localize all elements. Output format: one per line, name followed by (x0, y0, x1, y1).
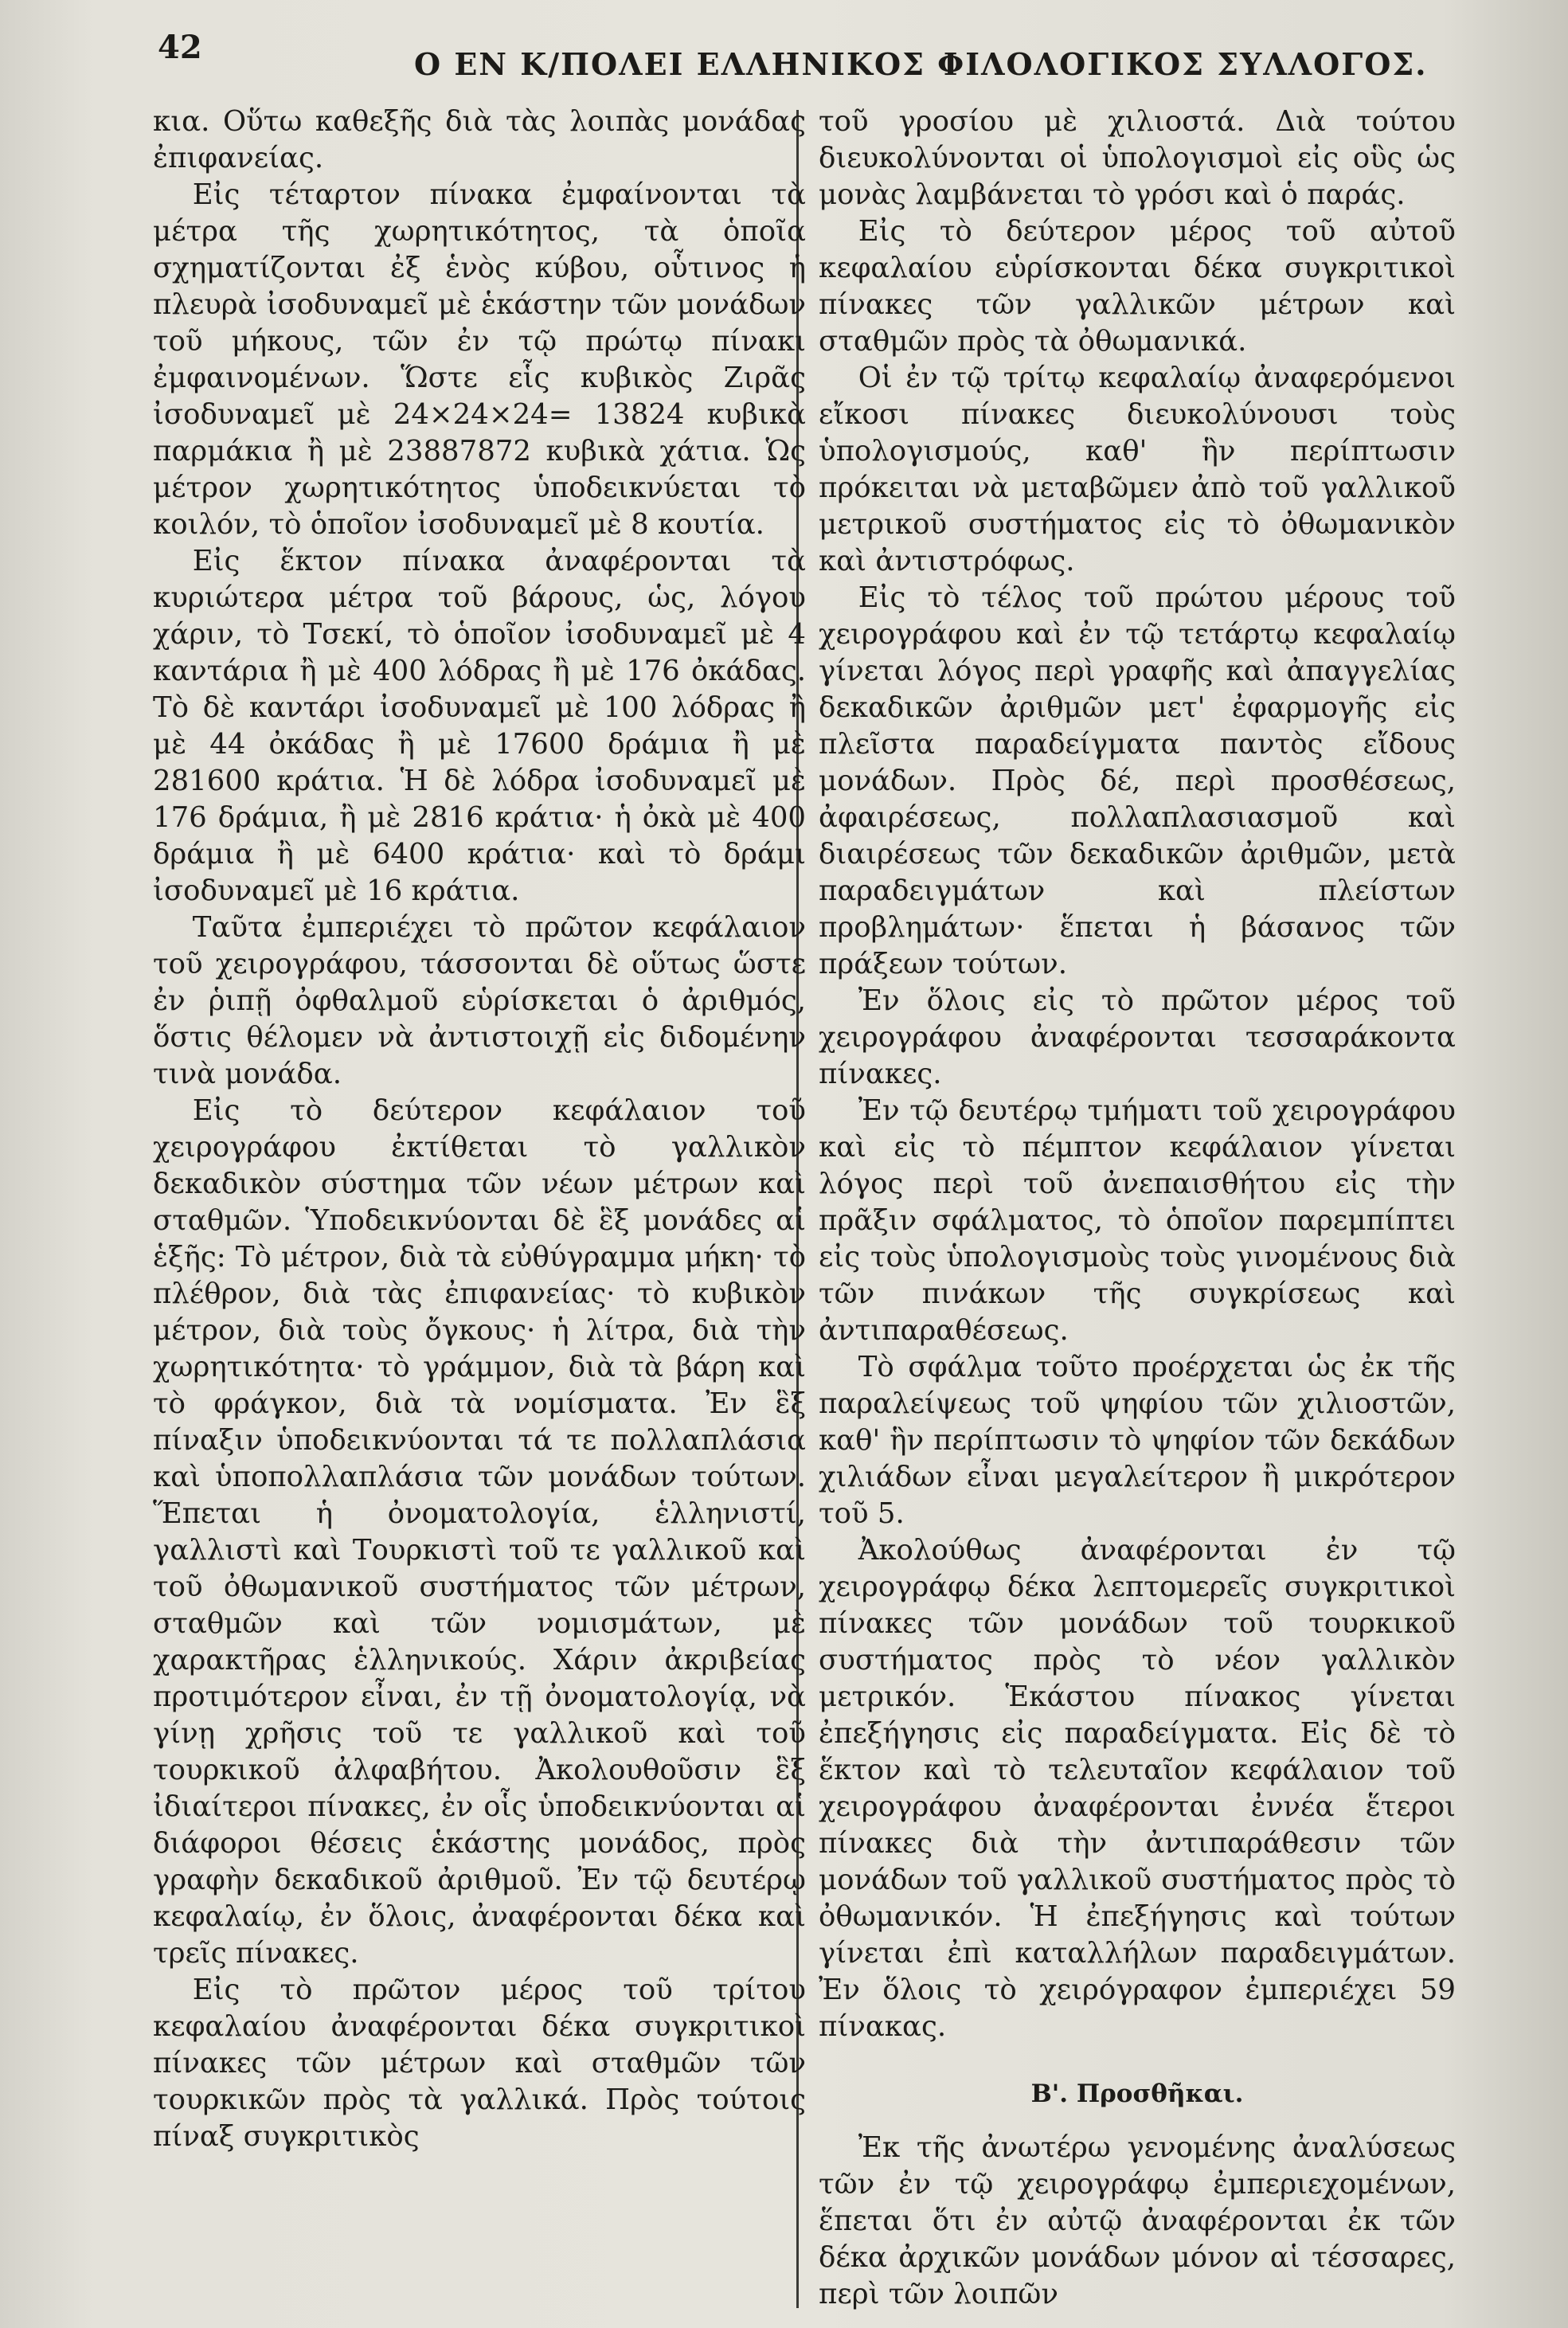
right-column (819, 104, 1456, 2313)
running-title: Ο ΕΝ Κ/ΠΟΛΕΙ ΕΛΛΗΝΙΚΟΣ ΦΙΛΟΛΟΓΙΚΟΣ ΣΥΛΛΟΓΟΣ. (414, 46, 1428, 82)
paragraph: Εἰς τέταρτον πίνακα ἐμφαίνονται τὰ μέτρα τῆς χωρητικότητος, τὰ ὁποῖα σχηματίζονται ἐξ ἑνὸς κύβου, οὗτινος ἡ πλευρὰ ἰσοδυναμεῖ μὲ ἑκάστην τῶν μονάδων τοῦ μήκους, τῶν ἐν τῷ πρώτῳ πίνακι ἐμφαινομένων. Ὥστε εἷς κυβικὸς Ζιρᾶς ἰσοδυναμεῖ μὲ 24×24×24= 13824 κυβικὰ παρμάκια ἢ μὲ 23887872 κυβικὰ χάτια. Ὡς μέτρον χωρητικότητος ὑποδεικνύεται τὸ κοιλόν, τὸ ὁποῖον ἰσοδυναμεῖ μὲ 8 κουτία. (153, 178, 806, 541)
paragraph: Εἰς τὸ τέλος τοῦ πρώτου μέρους τοῦ χειρογράφου καὶ ἐν τῷ τετάρτῳ κεφαλαίῳ γίνεται λόγος περὶ γραφῆς καὶ ἀπαγγελίας δεκαδικῶν ἀριθμῶν μετ' ἐφαρμογῆς εἰς πλεῖστα παραδείγματα παντὸς εἴδους μονάδων. Πρὸς δέ, περὶ προσθέσεως, ἀφαιρέσεως, πολλαπλασιασμοῦ καὶ διαιρέσεως τῶν δεκαδικῶν ἀριθμῶν, μετὰ παραδειγμάτων καὶ πλείστων προβλημάτων· ἕπεται ἡ βάσανος τῶν πράξεων τούτων. (819, 581, 1456, 980)
section-heading: Β'. Προσθῆκαι. (1030, 2080, 1244, 2108)
paragraph: Εἰς τὸ δεύτερον μέρος τοῦ αὐτοῦ κεφαλαίου εὑρίσκονται δέκα συγκριτικοὶ πίνακες τῶν γαλλικῶν μέτρων καὶ σταθμῶν πρὸς τὰ ὀθωμανικά. (819, 215, 1456, 358)
paragraph: Ἀκολούθως ἀναφέρονται ἐν τῷ χειρογράφῳ δέκα λεπτομερεῖς συγκριτικοὶ πίνακες τῶν μονάδων τοῦ τουρκικοῦ συστήματος πρὸς τὸ νέον γαλλικὸν μετρικόν. Ἑκάστου πίνακος γίνεται ἐπεξήγησις εἰς παραδείγματα. Εἰς δὲ τὸ ἕκτον καὶ τὸ τελευταῖον κεφάλαιον τοῦ χειρογράφου ἀναφέρονται ἐννέα ἕτεροι πίνακες διὰ τὴν ἀντιπαράθεσιν τῶν μονάδων τοῦ γαλλικοῦ συστήματος πρὸς τὸ ὀθωμανικόν. Ἡ ἐπεξήγησις καὶ τούτων γίνεται ἐπὶ καταλλήλων παραδειγμάτων. Ἐν ὅλοις τὸ χειρόγραφον ἐμπεριέχει 59 πίνακας. (819, 1534, 1456, 2043)
paragraph: Εἰς τὸ δεύτερον κεφάλαιον τοῦ χειρογράφου ἐκτίθεται τὸ γαλλικὸν δεκαδικὸν σύστημα τῶν νέων μέτρων καὶ σταθμῶν. Ὑποδεικνύονται δὲ ἓξ μονάδες αἱ ἑξῆς: Τὸ μέτρον, διὰ τὰ εὐθύγραμμα μήκη· τὸ πλέθρον, διὰ τὰς ἐπιφανείας· τὸ κυβικὸν μέτρον, διὰ τοὺς ὄγκους· ἡ λίτρα, διὰ τὴν χωρητικότητα· τὸ γράμμον, διὰ τὰ βάρη καὶ τὸ φράγκον, διὰ τὰ νομίσματα. Ἐν ἓξ πίναξιν ὑποδεικνύονται τά τε πολλαπλάσια καὶ ὑποπολλαπλάσια τῶν μονάδων τούτων. Ἕπεται ἡ ὀνοματολογία, ἑλληνιστί, γαλλιστὶ καὶ Τουρκιστὶ τοῦ τε γαλλικοῦ καὶ τοῦ ὀθωμανικοῦ συστήματος τῶν μέτρων, σταθμῶν καὶ τῶν νομισμάτων, μὲ χαρακτῆρας ἑλληνικούς. Χάριν ἀκριβείας προτιμότερον εἶναι, ἐν τῇ ὀνοματολογίᾳ, νὰ γίνῃ χρῆσις τοῦ τε γαλλικοῦ καὶ τοῦ τουρκικοῦ ἀλφαβήτου. Ἀκολουθοῦσιν ἓξ ἰδιαίτεροι πίνακες, ἐν οἷς ὑποδεικνύονται αἱ διάφοροι θέσεις ἑκάστης μονάδος, πρὸς γραφὴν δεκαδικοῦ ἀριθμοῦ. Ἐν τῷ δευτέρῳ κεφαλαίῳ, ἐν ὅλοις, ἀναφέρονται δέκα καὶ τρεῖς πίνακες. (153, 1094, 806, 1970)
paragraph: Εἰς τὸ πρῶτον μέρος τοῦ τρίτου κεφαλαίου ἀναφέρονται δέκα συγκριτικοὶ πίνακες τῶν μέτρων καὶ σταθμῶν τῶν τουρκικῶν πρὸς τὰ γαλλικά. Πρὸς τούτοις πίναξ συγκριτικὸς (153, 1974, 806, 2153)
paragraph: Ταῦτα ἐμπεριέχει τὸ πρῶτον κεφάλαιον τοῦ χειρογράφου, τάσσονται δὲ οὕτως ὥστε ἐν ῥιπῇ ὀφθαλμοῦ εὑρίσκεται ὁ ἀριθμός, ὅστις θέλομεν νὰ ἀντιστοιχῇ εἰς διδομένην τινὰ μονάδα. (153, 911, 806, 1090)
paragraph: Ἐν ὅλοις εἰς τὸ πρῶτον μέρος τοῦ χειρογράφου ἀναφέρονται τεσσαράκοντα πίνακες. (819, 984, 1456, 1090)
paragraph: Ἐν τῷ δευτέρῳ τμήματι τοῦ χειρογράφου καὶ εἰς τὸ πέμπτον κεφάλαιον γίνεται λόγος περὶ τοῦ ἀνεπαισθήτου εἰς τὴν πρᾶξιν σφάλματος, τὸ ὁποῖον παρεμπίπτει εἰς τοὺς ὑπολογισμοὺς τοὺς γινομένους διὰ τῶν πινάκων τῆς συγκρίσεως καὶ ἀντιπαραθέσεως. (819, 1094, 1456, 1347)
paragraph: Εἰς ἕκτον πίνακα ἀναφέρονται τὰ κυριώτερα μέτρα τοῦ βάρους, ὡς, λόγου χάριν, τὸ Τσεκί, τὸ ὁποῖον ἰσοδυναμεῖ μὲ 4 καντάρια ἢ μὲ 400 λόδρας ἢ μὲ 176 ὀκάδας. Τὸ δὲ καντάρι ἰσοδυναμεῖ μὲ 100 λόδρας ἢ μὲ 44 ὀκάδας ἢ μὲ 17600 δράμια ἢ μὲ 281600 κράτια. Ἡ δὲ λόδρα ἰσοδυναμεῖ μὲ 176 δράμια, ἢ μὲ 2816 κράτια· ἡ ὀκὰ μὲ 400 δράμια ἢ μὲ 6400 κράτια· καὶ τὸ δράμι ἰσοδυναμεῖ μὲ 16 κράτια. (153, 545, 806, 907)
paragraph: κια. Οὕτω καθεξῆς διὰ τὰς λοιπὰς μονάδας ἐπιφανείας. (153, 105, 806, 174)
paragraph: τοῦ γροσίου μὲ χιλιοστά. Διὰ τούτου διευκολύνονται οἱ ὑπολογισμοὶ εἰς οὓς ὡς μονὰς λαμβάνεται τὸ γρόσι καὶ ὁ παράς. (819, 105, 1456, 211)
page-number: 42 (158, 29, 202, 66)
paragraph: Τὸ σφάλμα τοῦτο προέρχεται ὡς ἐκ τῆς παραλείψεως τοῦ ψηφίου τῶν χιλιοστῶν, καθ' ἣν περίπτωσιν τὸ ψηφίον τῶν δεκάδων χιλιάδων εἶναι μεγαλείτερον ἢ μικρότερον τοῦ 5. (819, 1351, 1456, 1530)
paragraph: Ἐκ τῆς ἀνωτέρω γενομένης ἀναλύσεως τῶν ἐν τῷ χειρογράφῳ ἐμπεριεχομένων, ἕπεται ὅτι ἐν αὐτῷ ἀναφέρονται ἐκ τῶν δέκα ἀρχικῶν μονάδων μόνον αἱ τέσσαρες, περὶ τῶν λοιπῶν (819, 2131, 1456, 2310)
paragraph: Οἱ ἐν τῷ τρίτῳ κεφαλαίῳ ἀναφερόμενοι εἴκοσι πίνακες διευκολύνουσι τοὺς ὑπολογισμούς, καθ' ἣν περίπτωσιν πρόκειται νὰ μεταβῶμεν ἀπὸ τοῦ γαλλικοῦ μετρικοῦ συστήματος εἰς τὸ ὀθωμανικὸν καὶ ἀντιστρόφως. (819, 362, 1456, 577)
left-column (153, 104, 806, 2155)
